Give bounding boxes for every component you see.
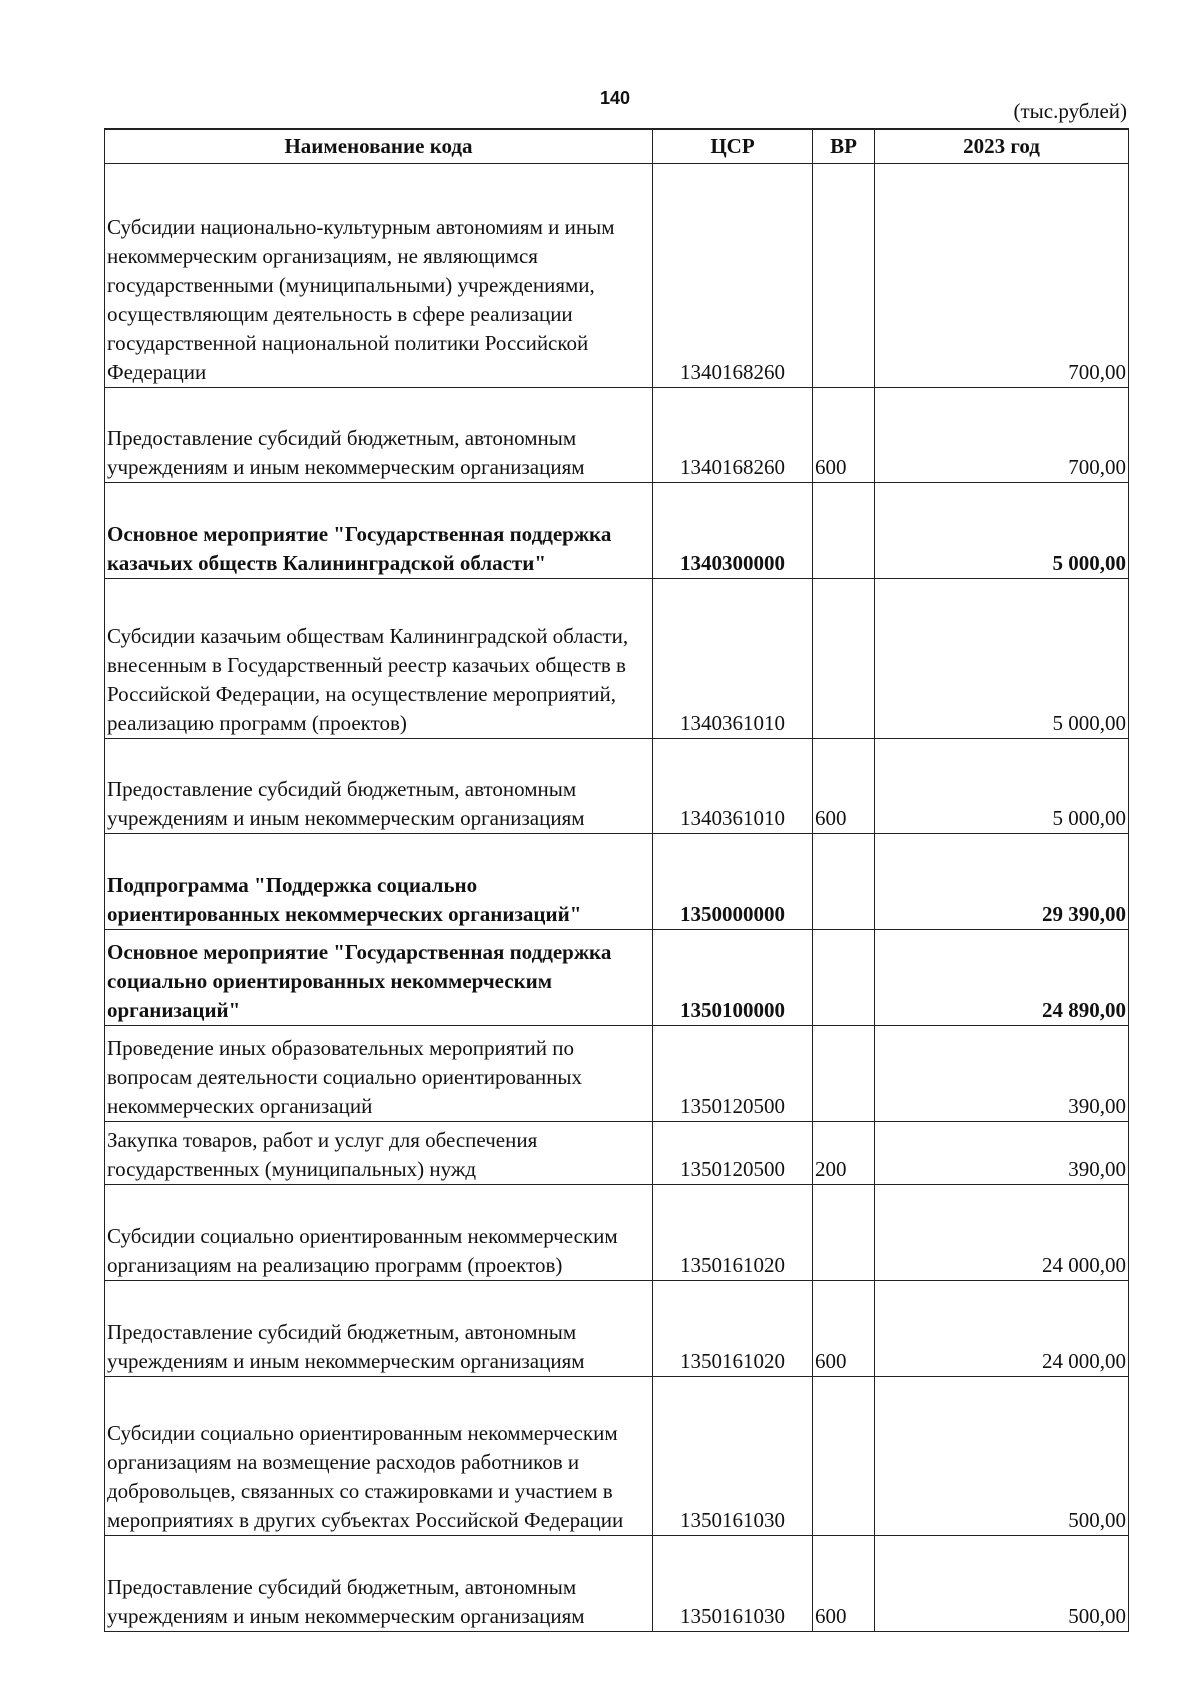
row-csr-cell: 1340300000 bbox=[653, 483, 813, 579]
row-vr-cell bbox=[813, 483, 875, 579]
row-name-cell: Предоставление субсидий бюджетным, автономным учреждениям и иным некоммерческим организациям bbox=[105, 1281, 653, 1377]
table-row bbox=[105, 834, 1129, 930]
row-amount-cell: 5 000,00 bbox=[875, 739, 1129, 834]
row-name-cell: Подпрограмма "Поддержка социально ориентированных некоммерческих организаций" bbox=[105, 834, 653, 930]
row-amount-cell: 29 390,00 bbox=[875, 834, 1129, 930]
header-year: 2023 год bbox=[875, 129, 1129, 164]
table-row bbox=[105, 739, 1129, 834]
row-vr-cell bbox=[813, 930, 875, 1026]
row-name-cell: Основное мероприятие "Государственная поддержка социально ориентированных некоммерческим организаций" bbox=[105, 930, 653, 1026]
row-name-cell: Проведение иных образовательных мероприятий по вопросам деятельности социально ориентированных некоммерческих организаций bbox=[105, 1026, 653, 1122]
row-amount-cell: 700,00 bbox=[875, 388, 1129, 483]
row-csr-cell: 1350161030 bbox=[653, 1536, 813, 1632]
table-row bbox=[105, 1026, 1129, 1122]
table-header-row bbox=[105, 129, 1129, 164]
row-csr-cell: 1350161020 bbox=[653, 1185, 813, 1281]
table-row bbox=[105, 164, 1129, 388]
row-amount-cell: 24 890,00 bbox=[875, 930, 1129, 1026]
row-csr-cell: 1350120500 bbox=[653, 1026, 813, 1122]
row-name-cell: Предоставление субсидий бюджетным, автономным учреждениям и иным некоммерческим организациям bbox=[105, 1536, 653, 1632]
row-amount-cell: 24 000,00 bbox=[875, 1281, 1129, 1377]
table-row bbox=[105, 388, 1129, 483]
row-vr-cell bbox=[813, 164, 875, 388]
table-body bbox=[105, 164, 1129, 1632]
row-vr-cell: 600 bbox=[813, 388, 875, 483]
row-amount-cell: 24 000,00 bbox=[875, 1185, 1129, 1281]
row-name-cell: Основное мероприятие "Государственная поддержка казачьих обществ Калининградской области" bbox=[105, 483, 653, 579]
row-csr-cell: 1350000000 bbox=[653, 834, 813, 930]
table-row bbox=[105, 1281, 1129, 1377]
row-amount-cell: 5 000,00 bbox=[875, 483, 1129, 579]
row-name-cell: Субсидии национально-культурным автономиям и иным некоммерческим организациям, не являющимся государственными (муниципальными) учреждениями, осуществляющим деятельность в сфере реализации государственной национальной политики Российской Федерации bbox=[105, 164, 653, 388]
row-vr-cell bbox=[813, 579, 875, 739]
row-csr-cell: 1350161030 bbox=[653, 1377, 813, 1536]
row-vr-cell bbox=[813, 1185, 875, 1281]
header-name: Наименование кода bbox=[105, 129, 653, 164]
row-name-cell: Закупка товаров, работ и услуг для обеспечения государственных (муниципальных) нужд bbox=[105, 1122, 653, 1185]
budget-table bbox=[104, 128, 1129, 1632]
row-csr-cell: 1350120500 bbox=[653, 1122, 813, 1185]
table-row bbox=[105, 1377, 1129, 1536]
row-csr-cell: 1350100000 bbox=[653, 930, 813, 1026]
table-row bbox=[105, 1122, 1129, 1185]
row-name-cell: Предоставление субсидий бюджетным, автономным учреждениям и иным некоммерческим организациям bbox=[105, 388, 653, 483]
row-amount-cell: 5 000,00 bbox=[875, 579, 1129, 739]
row-amount-cell: 390,00 bbox=[875, 1026, 1129, 1122]
row-name-cell: Субсидии казачьим обществам Калининградской области, внесенным в Государственный реестр казачьих обществ в Российской Федерации, на осуществление мероприятий, реализацию программ (проектов) bbox=[105, 579, 653, 739]
row-csr-cell: 1340361010 bbox=[653, 579, 813, 739]
row-amount-cell: 700,00 bbox=[875, 164, 1129, 388]
row-csr-cell: 1340361010 bbox=[653, 739, 813, 834]
row-vr-cell: 600 bbox=[813, 1281, 875, 1377]
header-vr: ВР bbox=[813, 129, 875, 164]
row-amount-cell: 500,00 bbox=[875, 1536, 1129, 1632]
row-vr-cell bbox=[813, 1377, 875, 1536]
row-vr-cell bbox=[813, 834, 875, 930]
page-number: 140 bbox=[599, 88, 631, 108]
row-amount-cell: 500,00 bbox=[875, 1377, 1129, 1536]
table-row bbox=[105, 930, 1129, 1026]
row-vr-cell: 200 bbox=[813, 1122, 875, 1185]
units-label: (тыс.рублей) bbox=[1013, 99, 1127, 123]
row-vr-cell bbox=[813, 1026, 875, 1122]
row-vr-cell: 600 bbox=[813, 739, 875, 834]
table-row bbox=[105, 483, 1129, 579]
row-amount-cell: 390,00 bbox=[875, 1122, 1129, 1185]
row-csr-cell: 1340168260 bbox=[653, 164, 813, 388]
row-csr-cell: 1350161020 bbox=[653, 1281, 813, 1377]
row-name-cell: Субсидии социально ориентированным некоммерческим организациям на возмещение расходов работников и добровольцев, связанных со стажировками и участием в мероприятиях в других субъектах Российской Федерации bbox=[105, 1377, 653, 1536]
row-csr-cell: 1340168260 bbox=[653, 388, 813, 483]
row-name-cell: Субсидии социально ориентированным некоммерческим организациям на реализацию программ (проектов) bbox=[105, 1185, 653, 1281]
table-row bbox=[105, 579, 1129, 739]
row-vr-cell: 600 bbox=[813, 1536, 875, 1632]
row-name-cell: Предоставление субсидий бюджетным, автономным учреждениям и иным некоммерческим организациям bbox=[105, 739, 653, 834]
table-row bbox=[105, 1185, 1129, 1281]
table-row bbox=[105, 1536, 1129, 1632]
header-csr: ЦСР bbox=[653, 129, 813, 164]
